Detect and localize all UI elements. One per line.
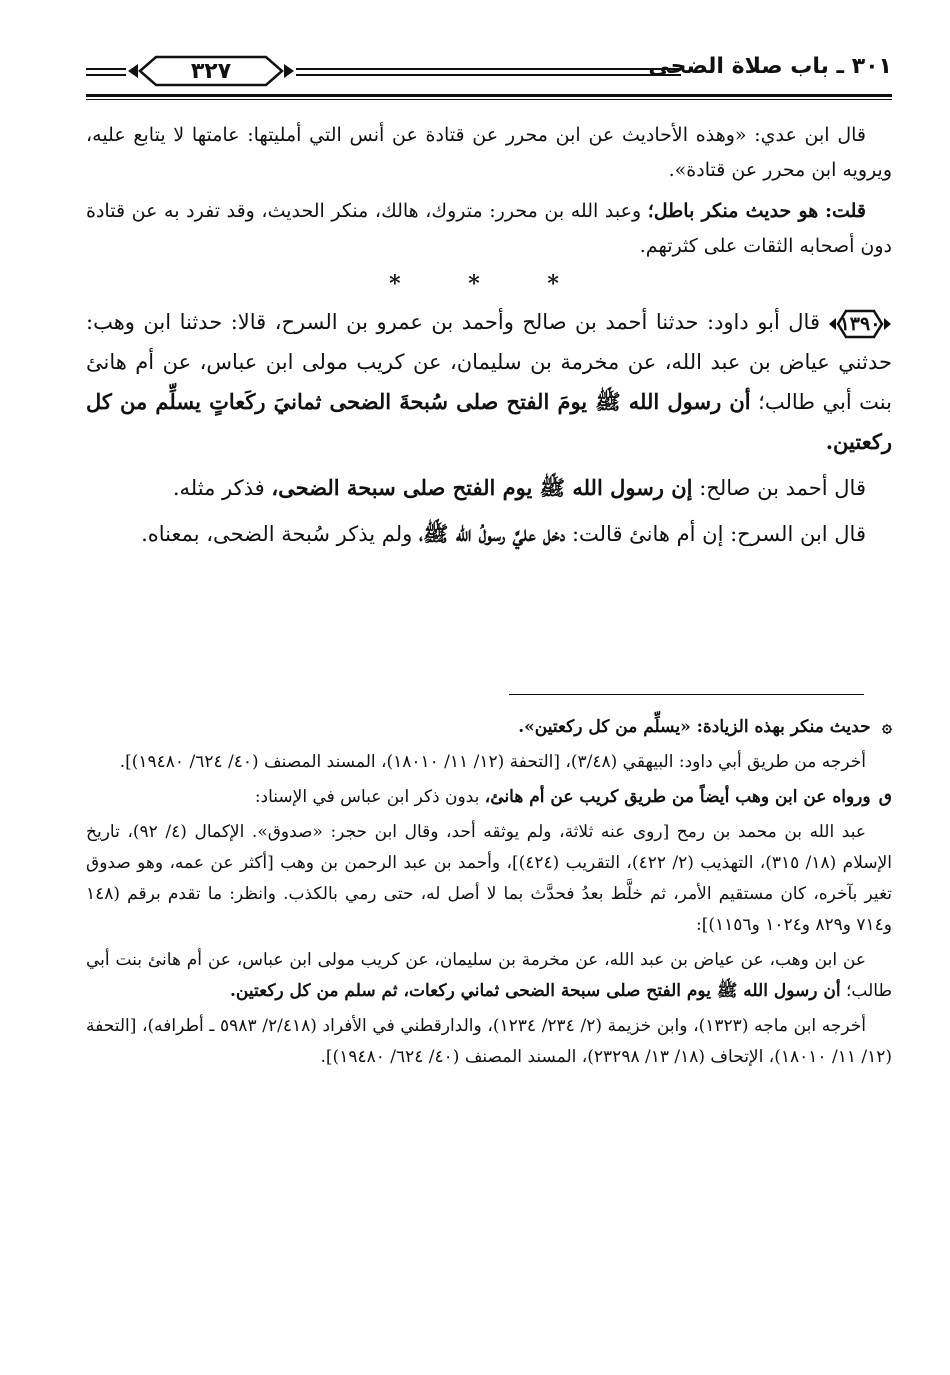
page-header bbox=[86, 50, 892, 100]
hadith-number: ١٣٩٠ bbox=[839, 312, 881, 335]
page-number-badge bbox=[126, 54, 296, 88]
paragraph bbox=[86, 118, 892, 188]
hadith-paragraph bbox=[86, 514, 892, 554]
paragraph bbox=[86, 194, 892, 264]
commentary bbox=[86, 712, 892, 1077]
page-number: ٣٢٧ bbox=[190, 59, 232, 84]
hadith-number-badge bbox=[828, 309, 892, 339]
hadith-matn: أن رسول الله ﷺ يومَ الفتح صلى سُبحةَ الضحى ثمانيَ ركَعاتٍ يسلِّم من كل ركعتين. bbox=[86, 389, 892, 454]
main-text bbox=[86, 118, 892, 560]
header-rule bbox=[86, 99, 892, 100]
hadith-text: فذكر مثله. bbox=[172, 476, 265, 500]
note-marker-icon: ٯ bbox=[878, 787, 892, 807]
note-ruling: ورواه عن ابن وهب أيضاً من طريق كريب عن أم هانئ، bbox=[484, 787, 871, 807]
note-paragraph bbox=[86, 945, 892, 1007]
note-matn: أن رسول الله ﷺ يوم الفتح صلى سبحة الضحى ثماني ركعات، ثم سلم من كل ركعتين. bbox=[230, 981, 841, 1001]
note-paragraph bbox=[86, 782, 892, 813]
label-text: قلت: bbox=[824, 200, 866, 222]
hadith-text: ولم يذكر سُبحة الضحى، بمعناه. bbox=[141, 522, 413, 546]
note-paragraph bbox=[86, 712, 892, 743]
chapter-title: ٣٠١ ـ باب صلاة الضحى bbox=[648, 54, 892, 79]
hadith-block bbox=[86, 302, 892, 554]
hadith-matn: إن رسول الله ﷺ يوم الفتح صلى سبحة الضحى، bbox=[271, 475, 693, 500]
note-paragraph bbox=[86, 817, 892, 941]
header-ornament-line bbox=[296, 74, 681, 76]
header-rule bbox=[86, 94, 892, 97]
paragraph-text: وعبد الله بن محرر: متروك، هالك، منكر الحديث، وقد تفرد به عن قتادة دون أصحابه الثقات على كثرتهم. bbox=[86, 200, 892, 257]
footnote-separator bbox=[509, 694, 864, 695]
note-text: أخرجه ابن ماجه (١٣٢٣)، وابن خزيمة (٢/ ٢٣٤/ ١٢٣٤)، والدارقطني في الأفراد (٢/٤١٨/ ٥٩٨٣ ـ أطرافه)، [التحفة (١٢/ ١١/ ١٨٠١٠)، الإتحاف (١٨/ ١٣/ ٢٣٢٩٨)، المسند المصنف (٤٠/ ٦٢٤/ ١٩٤٨٠)]. bbox=[86, 1016, 892, 1067]
hadith-matn: دخل عليَّ رسولُ الله ﷺ، bbox=[419, 521, 566, 546]
header-ornament-line bbox=[296, 68, 681, 70]
hadith-text: قال أبو داود: حدثنا أحمد بن صالح وأحمد بن عمرو بن السرح، قالا: حدثنا ابن وهب: حدثني عياض بن عبد الله، عن مخرمة بن سليمان، عن كريب مولى ابن عباس، عن أم هانئ بنت أبي طالب؛ bbox=[86, 310, 892, 414]
hadith-paragraph bbox=[86, 302, 892, 462]
note-text: أخرجه من طريق أبي داود: البيهقي (٣/٤٨)، [التحفة (١٢/ ١١/ ١٨٠١٠)، المسند المصنف (٤٠/ ٦٢٤/ ١٩٤٨٠)]. bbox=[119, 752, 866, 772]
paragraph-text: قال ابن عدي: «وهذه الأحاديث عن ابن محرر عن قتادة عن أنس التي أمليتها: عامتها لا يتابع عليه، ويرويه ابن محرر عن قتادة». bbox=[86, 124, 892, 181]
note-paragraph bbox=[86, 747, 892, 778]
note-marker-icon: ۞ bbox=[882, 717, 892, 737]
header-ornament-line bbox=[86, 74, 126, 76]
ruling-text: هو حديث منكر باطل؛ bbox=[647, 200, 819, 222]
hadith-text: قال ابن السرح: إن أم هانئ قالت: bbox=[571, 522, 866, 546]
hadith-paragraph bbox=[86, 468, 892, 508]
section-divider: * * * bbox=[389, 271, 589, 297]
hadith-text: قال أحمد بن صالح: bbox=[699, 476, 866, 500]
note-text: عبد الله بن محمد بن رمح [روى عنه ثلاثة، ولم يوثقه أحد، وقال ابن حجر: «صدوق». الإكمال (٤/ ٩٢)، تاريخ الإسلام (١٨/ ٣١٥)، التهذيب (٢/ ٤٢٢)، التقريب (٤٢٤)]، وأحمد بن عبد الرحمن بن وهب [أكثر عن عمه، وهو صدوق تغير بآخره، كان مستقيم الأمر، ثم خلَّط بعدُ فحدَّث بما لا أصل له، حتى رمي بالكذب. وانظر: ما تقدم برقم (١٤٨ و٧١٤ و٨٢٩ و١٠٢٤ و١١٥٦)]: bbox=[86, 822, 892, 935]
note-text: بدون ذكر ابن عباس في الإسناد: bbox=[254, 787, 480, 807]
header-ornament-line bbox=[86, 68, 126, 70]
note-paragraph bbox=[86, 1011, 892, 1073]
note-ruling: حديث منكر بهذه الزيادة: «يسلِّم من كل ركعتين». bbox=[518, 717, 871, 737]
note-text: عن ابن وهب، عن عياض بن عبد الله، عن مخرمة بن سليمان، عن كريب مولى ابن عباس، عن أم هانئ بنت أبي طالب؛ bbox=[86, 950, 892, 1001]
